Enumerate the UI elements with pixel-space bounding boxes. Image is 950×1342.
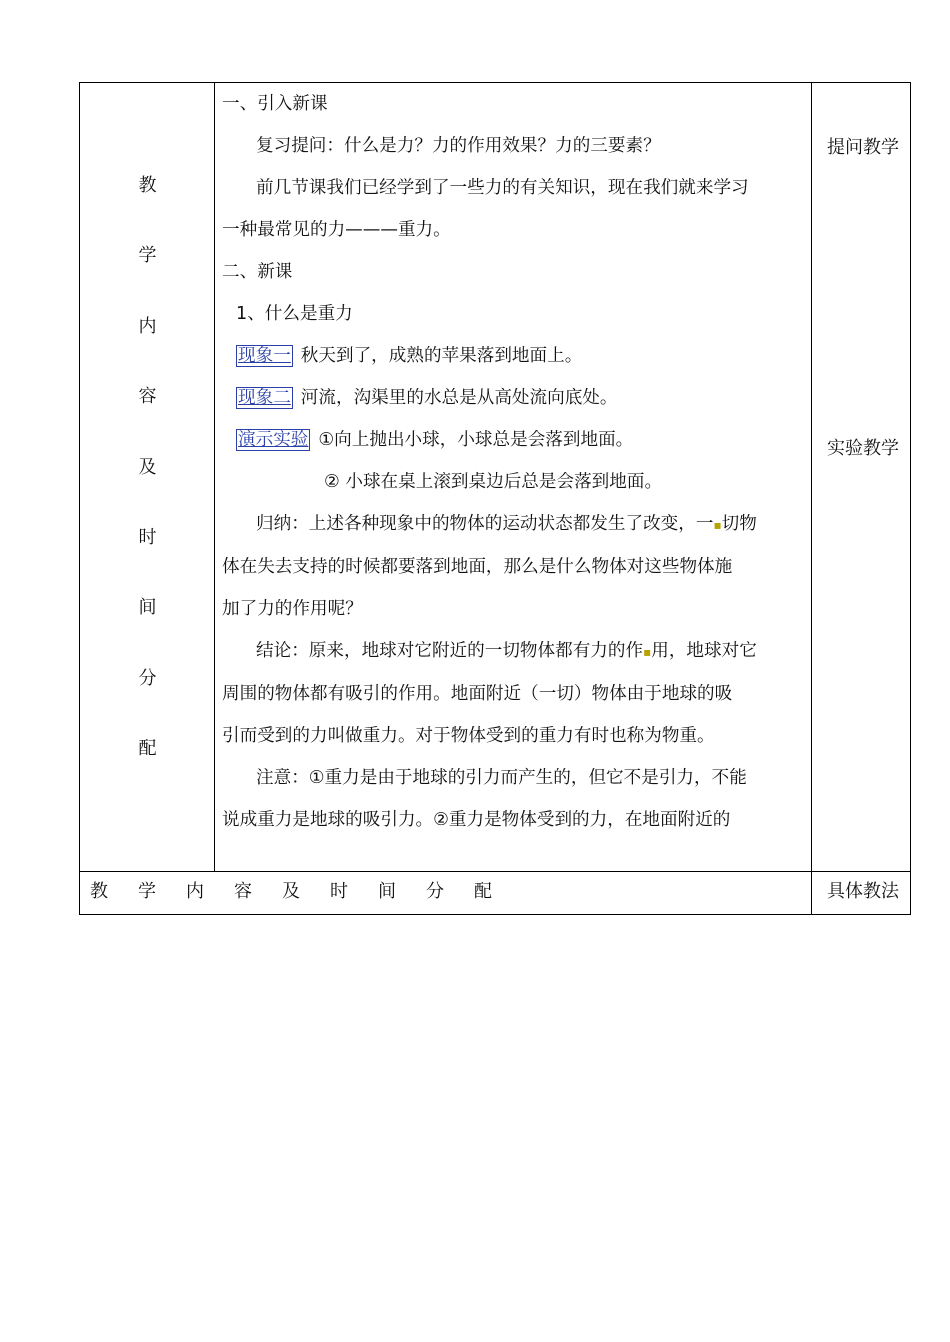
demo-tag: 演示实验 <box>238 430 309 450</box>
lesson-table <box>79 82 911 915</box>
footer-method-header: 具体教法 <box>827 881 899 902</box>
conclusion-line-1 <box>222 630 802 673</box>
teaching-method-1: 提问教学 <box>827 137 899 158</box>
side-label-char: 配 <box>138 738 157 760</box>
section2-title: 二、新课 <box>222 262 293 282</box>
intro-line-1: 前几节课我们已经学到了一些力的有关知识，现在我们就来学习 <box>256 178 749 198</box>
phenomenon2-tag: 现象二 <box>238 388 291 408</box>
edit-mark: ▪ <box>713 518 722 532</box>
section1-title: 一、引入新课 <box>222 94 328 114</box>
side-label-char: 学 <box>138 245 157 267</box>
footer-label <box>90 877 522 903</box>
summary-line-2: 体在失去支持的时候都要落到地面，那么是什么物体对这些物体施 <box>222 557 733 577</box>
demo-experiment <box>222 419 802 461</box>
demo-text-2: ② 小球在桌上滚到桌边后总是会落到地面。 <box>324 472 663 492</box>
side-label-column <box>80 151 215 785</box>
conclusion-line-3: 引而受到的力叫做重力。对于物体受到的重力有时也称为物重。 <box>222 726 715 746</box>
conclusion-line-2: 周围的物体都有吸引的作用。地面附近（一切）物体由于地球的吸 <box>222 684 733 704</box>
edit-mark: ▪ <box>643 645 652 659</box>
side-label-char: 时 <box>138 527 157 549</box>
footer-char: 内 <box>186 881 204 902</box>
intro-line-2: 一种最常见的力———重力。 <box>222 220 451 240</box>
footer-char: 学 <box>138 881 156 902</box>
side-label-char: 及 <box>138 456 157 478</box>
phenomenon-2 <box>222 377 802 419</box>
phenomenon1-text: 秋天到了，成熟的苹果落到地面上。 <box>300 346 583 366</box>
phenomenon-1 <box>222 335 802 377</box>
conclusion-line-1a: 结论：原来，地球对它附近的一切物体都有力的作 <box>256 641 644 661</box>
summary-line-1b: 切物 <box>721 514 757 534</box>
side-label-char: 内 <box>138 315 157 337</box>
summary-line-1 <box>222 503 802 546</box>
note-line-2: 说成重力是地球的吸引力。②重力是物体受到的力，在地面附近的 <box>222 810 731 830</box>
demo-text-1: ①向上抛出小球，小球总是会落到地面。 <box>318 430 634 450</box>
lesson-content <box>222 83 802 841</box>
summary-line-3: 加了力的作用呢？ <box>222 599 363 619</box>
footer-char: 时 <box>330 881 348 902</box>
row-divider <box>80 871 910 872</box>
subsection1-title: 1、什么是重力 <box>236 304 353 324</box>
side-label-char: 教 <box>138 175 157 196</box>
phenomenon1-tag: 现象一 <box>238 346 291 366</box>
summary-line-1a: 归纳：上述各种现象中的物体的运动状态都发生了改变，一 <box>256 514 714 534</box>
note-line-1: 注意：①重力是由于地球的引力而产生的，但它不是引力，不能 <box>256 768 747 788</box>
conclusion-line-1b: 用，地球对它 <box>651 641 757 661</box>
footer-char: 间 <box>378 881 396 902</box>
footer-char: 教 <box>90 881 108 902</box>
column-divider-right <box>811 83 812 914</box>
review-question: 复习提问：什么是力？力的作用效果？力的三要素？ <box>256 136 661 156</box>
side-label-char: 分 <box>138 667 157 689</box>
footer-char: 容 <box>234 881 252 902</box>
footer-char: 及 <box>282 881 300 902</box>
phenomenon2-text: 河流，沟渠里的水总是从高处流向底处。 <box>300 388 618 408</box>
footer-char: 分 <box>426 881 444 902</box>
footer-char: 配 <box>474 881 492 902</box>
side-label-char: 容 <box>138 386 157 408</box>
teaching-method-2: 实验教学 <box>827 438 899 459</box>
side-label-char: 间 <box>138 597 157 619</box>
